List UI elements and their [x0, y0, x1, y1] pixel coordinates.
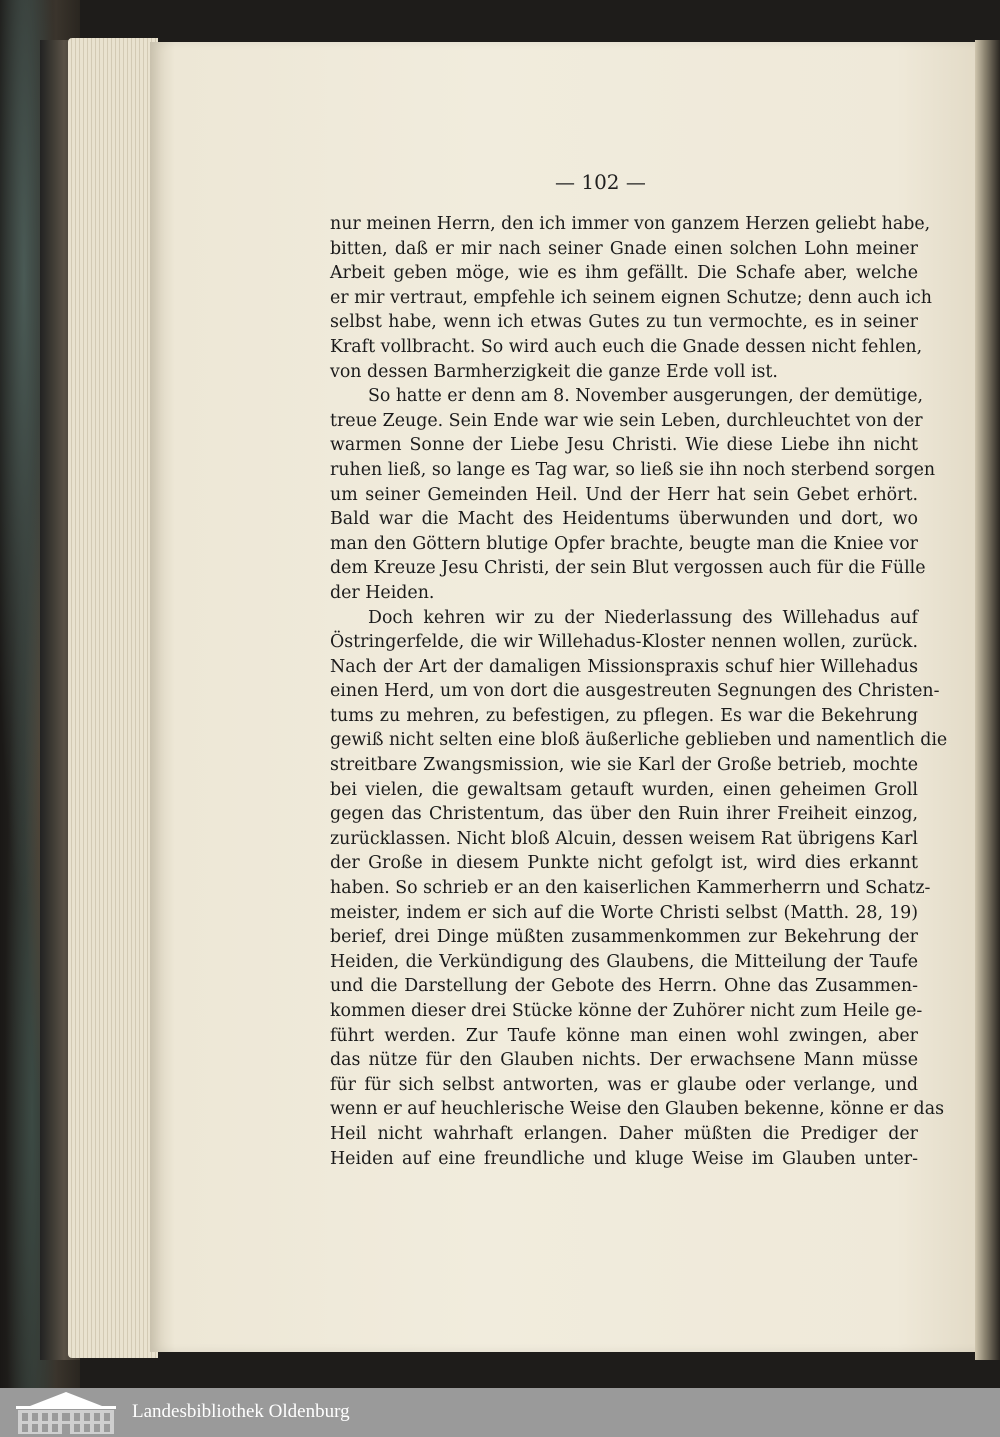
- text-line: und die Darstellung der Gebote des Herrn. Ohne das Zusammen-: [330, 976, 918, 997]
- text-line: gegen das Christentum, das über den Ruin ihrer Freiheit einzog,: [330, 804, 918, 825]
- text-line: Heiden, die Verkündigung des Glaubens, die Mitteilung der Taufe: [330, 951, 918, 972]
- text-line: meister, indem er sich auf die Worte Christi selbst (Matth. 28, 19): [330, 902, 918, 923]
- text-line: tums zu mehren, zu befestigen, zu pflegen. Es war die Bekehrung: [330, 705, 918, 726]
- text-line: nur meinen Herrn, den ich immer von ganzem Herzen geliebt habe,: [330, 214, 931, 234]
- text-line: selbst habe, wenn ich etwas Gutes zu tun vermochte, es in seiner: [330, 312, 918, 333]
- text-line: Arbeit geben möge, wie es ihm gefällt. Die Schafe aber, welche: [330, 263, 918, 284]
- text-line: für für sich selbst antworten, was er glaube oder verlange, und: [330, 1074, 918, 1095]
- body-text: [330, 212, 948, 1171]
- text-line: haben. So schrieb er an den kaiserlichen Kammerherrn und Schatz-: [330, 878, 931, 899]
- text-line: Heil nicht wahrhaft erlangen. Daher müßten die Prediger der: [330, 1123, 918, 1144]
- text-line: der Heiden.: [330, 582, 435, 603]
- text-line: Bald war die Macht des Heidentums überwunden und dort, wo: [330, 509, 918, 530]
- text-line: er mir vertraut, empfehle ich seinem eignen Schutze; denn auch ich: [330, 287, 932, 308]
- text-line: der Große in diesem Punkte nicht gefolgt ist, wird dies erkannt: [330, 853, 918, 874]
- text-line: Kraft vollbracht. So wird auch euch die Gnade dessen nicht fehlen,: [330, 336, 923, 357]
- text-line: führt werden. Zur Taufe könne man einen wohl zwingen, aber: [330, 1025, 918, 1046]
- text-line: Östringerfelde, die wir Willehadus-Kloster nennen wollen, zurück.: [330, 632, 918, 653]
- text-line: gewiß nicht selten eine bloß äußerliche geblieben und namentlich die: [330, 730, 948, 751]
- text-line: Doch kehren wir zu der Niederlassung des Willehadus auf: [368, 607, 918, 628]
- page-gutter-shadow: [975, 40, 1000, 1360]
- text-line: zurücklassen. Nicht bloß Alcuin, dessen weisem Rat übrigens Karl: [330, 828, 918, 849]
- text-line: um seiner Gemeinden Heil. Und der Herr hat sein Gebet erhört.: [330, 484, 918, 505]
- page-number: — 102 —: [555, 170, 646, 194]
- text-line: bei vielen, die gewaltsam getauft wurden, einen geheimen Groll: [330, 779, 918, 800]
- text-line: man den Göttern blutige Opfer brachte, beugte man die Kniee vor: [330, 533, 918, 554]
- text-line: ruhen ließ, so lange es Tag war, so ließ sie ihn noch sterbend sorgen: [330, 459, 936, 480]
- text-line: kommen dieser drei Stücke könne der Zuhörer nicht zum Heile ge-: [330, 1001, 923, 1021]
- text-line: einen Herd, um von dort die ausgestreuten Segnungen des Christen-: [330, 681, 940, 702]
- text-line: dem Kreuze Jesu Christi, der sein Blut vergossen auch für die Fülle: [330, 558, 926, 579]
- text-line: berief, drei Dinge müßten zusammenkommen zur Bekehrung der: [330, 927, 918, 948]
- page-stack-edge: [68, 38, 158, 1358]
- text-line: treue Zeuge. Sein Ende war wie sein Leben, durchleuchtet von der: [330, 410, 923, 431]
- text-line: streitbare Zwangsmission, wie sie Karl der Große betrieb, mochte: [330, 755, 918, 776]
- text-line: bitten, daß er mir nach seiner Gnade einen solchen Lohn meiner: [330, 238, 918, 259]
- text-line: wenn er auf heuchlerische Weise den Glauben bekenne, könne er das: [330, 1099, 944, 1120]
- library-building-logo-icon: [10, 1388, 122, 1437]
- text-line: von dessen Barmherzigkeit die ganze Erde voll ist.: [330, 361, 778, 382]
- library-name: Landesbibliothek Oldenburg: [132, 1401, 350, 1422]
- text-line: warmen Sonne der Liebe Jesu Christi. Wie diese Liebe ihn nicht: [330, 435, 918, 456]
- text-line: Nach der Art der damaligen Missionspraxis schuf hier Willehadus: [330, 656, 918, 677]
- text-line: Heiden auf eine freundliche und kluge Weise im Glauben unter-: [330, 1148, 918, 1169]
- text-line: So hatte er denn am 8. November ausgerungen, der demütige,: [368, 386, 924, 407]
- footer-bar: [0, 1388, 1000, 1437]
- text-line: das nütze für den Glauben nichts. Der erwachsene Mann müsse: [330, 1050, 918, 1071]
